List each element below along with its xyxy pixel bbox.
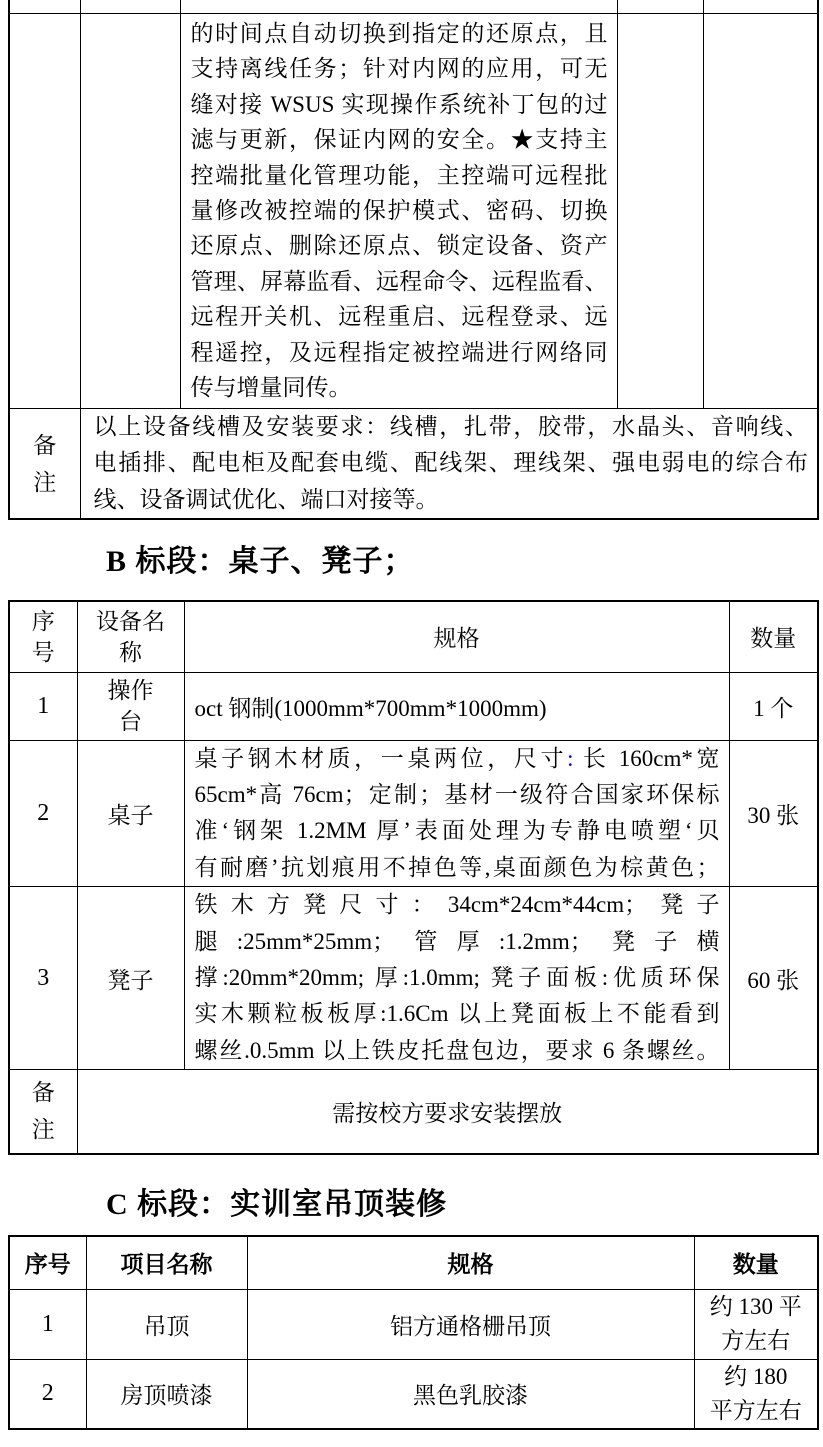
- header-no-line: 序: [31, 608, 55, 634]
- row-no-cell: 3: [9, 887, 77, 1070]
- header-spec-cell: 规格: [184, 601, 729, 672]
- row-spec-cell: [184, 740, 729, 887]
- blue-colon: :: [567, 745, 574, 771]
- row-qty-cell: [694, 1289, 818, 1359]
- table-row: [9, 1289, 818, 1359]
- empty-no-cell: [9, 14, 80, 409]
- header-no-cell: 序号: [9, 1236, 86, 1289]
- header-qty-cell: 数量: [694, 1236, 818, 1289]
- row-name-cell: [77, 672, 184, 740]
- remark-label-line: 备: [33, 432, 57, 458]
- row-qty-cell: [694, 1359, 818, 1429]
- spec-continuation-cell: [180, 14, 617, 409]
- row-spec-cell: [184, 887, 729, 1070]
- row-qty-cell: 60 张: [729, 887, 818, 1070]
- row-name-cell: 桌子: [77, 740, 184, 887]
- table-a-stub-row: [9, 0, 818, 14]
- row-name-cell: 凳子: [77, 887, 184, 1070]
- remark-line: 电插排、配电柜及配套电缆、配线架、理线架、强电弱电的综合布: [93, 450, 808, 476]
- spec-line: 腿:25mm*25mm；管厚:1.2mm；凳子横: [194, 928, 720, 954]
- table-section-a: [8, 0, 819, 520]
- qty-line: 方左右: [721, 1328, 791, 1353]
- spec-line: 缝对接 WSUS 实现操作系统补丁包的过: [190, 91, 608, 117]
- row-no-cell: 1: [9, 1289, 86, 1359]
- table-row: [9, 672, 818, 740]
- table-row: [9, 887, 818, 1070]
- spec-line: 滤与更新，保证内网的安全。★支持主: [190, 127, 608, 153]
- header-no-line: 号: [31, 639, 55, 665]
- stub-cell: [617, 0, 703, 14]
- row-name-line: 台: [119, 709, 142, 734]
- row-qty-cell: 1 个: [729, 672, 818, 740]
- remark-label-line: 注: [33, 469, 57, 495]
- row-spec-cell: 铝方通格栅吊顶: [247, 1289, 694, 1359]
- remark-text-cell: 需按校方要求安装摆放: [77, 1070, 818, 1154]
- empty-unit-cell: [617, 14, 703, 409]
- header-qty-cell: 数量: [729, 601, 818, 672]
- spec-line: 管理、屏幕监看、远程命令、远程监看、: [190, 268, 608, 294]
- spec-line: 还原点、删除还原点、锁定设备、资产: [190, 233, 608, 259]
- section-c-heading: C 标段：实训室吊顶装修: [106, 1188, 448, 1221]
- qty-line: 平方左右: [709, 1397, 802, 1423]
- remark-label-line: 备: [31, 1080, 55, 1106]
- qty-line: 约 180: [724, 1363, 788, 1389]
- stub-cell: [80, 0, 180, 14]
- remark-label-cell: [9, 1070, 77, 1154]
- spec-text: 长 160cm*宽: [573, 745, 720, 771]
- spec-line: [195, 741, 720, 777]
- empty-name-cell: [80, 14, 180, 409]
- header-name-cell: [77, 601, 184, 672]
- header-name-line: 称: [119, 639, 142, 665]
- remark-line: 线、设备调试优化、端口对接等。: [93, 486, 439, 512]
- stub-cell: [703, 0, 818, 14]
- header-spec-cell: 规格: [247, 1236, 694, 1289]
- remark-line: 以上设备线槽及安装要求：线槽，扎带，胶带，水晶头、音响线、: [93, 414, 808, 439]
- header-name-cell: 项目名称: [86, 1236, 247, 1289]
- spec-line: 量修改被控端的保护模式、密码、切换: [190, 198, 608, 224]
- spec-line: 程遥控，及远程指定被控端进行网络同: [190, 339, 608, 365]
- row-spec-cell: 黑色乳胶漆: [247, 1359, 694, 1429]
- spec-text: 桌子钢木材质，一桌两位，尺寸: [194, 745, 568, 771]
- table-section-b: [8, 600, 819, 1155]
- table-section-c: [8, 1235, 819, 1430]
- spec-line: 远程开关机、远程重启、远程登录、远: [190, 304, 608, 330]
- spec-line: 铁木方凳尺寸：34cm*24cm*44cm；凳子: [194, 892, 720, 918]
- table-a-spec-row: [9, 14, 818, 409]
- spec-line: 撑:20mm*20mm; 厚:1.0mm; 凳子面板:优质环保: [194, 964, 720, 990]
- stub-cell: [9, 0, 80, 14]
- row-no-cell: 2: [9, 1359, 86, 1429]
- table-row: [9, 740, 818, 887]
- empty-qty-cell: [703, 14, 818, 409]
- spec-line: 控端批量化管理功能，主控端可远程批: [190, 162, 608, 188]
- remark-label-line: 注: [31, 1117, 55, 1143]
- row-no-cell: 1: [9, 672, 77, 740]
- spec-line: 实木颗粒板板厚:1.6Cm 以上凳面板上不能看到: [194, 1001, 720, 1027]
- row-name-cell: 房顶喷漆: [86, 1359, 247, 1429]
- remark-text-cell: [80, 409, 818, 520]
- table-row: [9, 1359, 818, 1429]
- spec-line: 有耐磨’抗划痕用不掉色等,桌面颜色为棕黄色；: [194, 854, 720, 880]
- spec-line: 支持离线任务；针对内网的应用，可无: [190, 56, 608, 82]
- row-qty-cell: 30 张: [729, 740, 818, 887]
- table-b-remark-row: [9, 1070, 818, 1154]
- spec-line: 的时间点自动切换到指定的还原点，且: [190, 21, 608, 46]
- qty-line: 约 130 平: [709, 1294, 802, 1319]
- row-name-cell: 吊顶: [86, 1289, 247, 1359]
- row-name-line: 操作: [107, 678, 154, 703]
- spec-line: 准‘钢架 1.2MM 厚’表面处理为专静电喷塑‘贝: [194, 818, 720, 844]
- table-c-header-row: [9, 1236, 818, 1289]
- header-no-cell: [9, 601, 77, 672]
- row-no-cell: 2: [9, 740, 77, 887]
- spec-line: 螺丝.0.5mm 以上铁皮托盘包边，要求 6 条螺丝。: [194, 1037, 720, 1063]
- table-b-header-row: [9, 601, 818, 672]
- table-a-remark-row: [9, 409, 818, 520]
- spec-line: 65cm*高 76cm；定制；基材一级符合国家环保标: [194, 781, 720, 807]
- stub-cell: [180, 0, 617, 14]
- remark-label-cell: [9, 409, 80, 520]
- row-spec-cell: oct 钢制(1000mm*700mm*1000mm): [184, 672, 729, 740]
- section-b-heading: B 标段：桌子、凳子；: [106, 545, 415, 578]
- spec-line: 传与增量同传。: [190, 375, 352, 401]
- header-name-line: 设备名: [96, 608, 165, 634]
